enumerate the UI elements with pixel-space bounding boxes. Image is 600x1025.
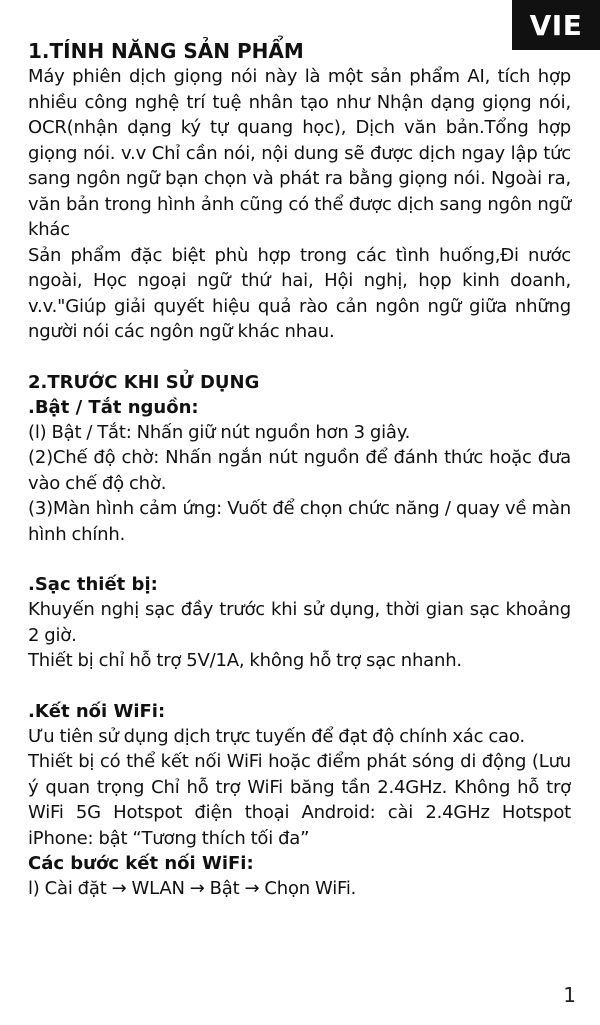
charge-subheading: .Sạc thiết bị: — [28, 574, 158, 595]
wifi-line-1: Ưu tiên sử dụng dịch trực tuyến để đạt độ chính xác cao. — [28, 725, 525, 747]
spacer — [28, 674, 571, 699]
spacer — [28, 345, 571, 370]
charge-line-1: Khuyến nghị sạc đầy trước khi sử dụng, thời gian sạc khoảng 2 giờ. — [28, 599, 571, 646]
wifi-subheading: .Kết nối WiFi: — [28, 700, 166, 722]
wifi-line-2: Thiết bị có thể kết nối WiFi hoặc điểm phát sóng di động (Lưu ý quan trọng Chỉ hỗ trợ WiFi băng tần 2.4GHz. Không hỗ trợ WiFi 5G Hotspot điện thoại Android: cài 2.4GHz Hotspot iPhone: bật “Tương thích tối đa” — [28, 751, 571, 849]
charge-line-2: Thiết bị chỉ hỗ trợ 5V/1A, không hỗ trợ sạc nhanh. — [28, 650, 462, 671]
wifi-steps-heading: Các bước kết nối WiFi: — [28, 853, 254, 874]
power-item-1: (l) Bật / Tắt: Nhấn giữ nút nguồn hơn 3 giây. — [28, 421, 411, 443]
section-1-paragraph-2: Sản phẩm đặc biệt phù hợp trong các tình huống,Đi nước ngoài, Học ngoại ngữ thứ hai, Hội nghị, họp kinh doanh, v.v."Giúp giải quyết hiệu quả rào cản ngôn ngữ giữa những người nói các ngôn ngữ khác nhau. — [28, 244, 571, 342]
wifi-step-1: l) Cài đặt → WLAN → Bật → Chọn WiFi. — [28, 878, 357, 899]
language-badge: VIE — [512, 0, 600, 50]
section-1-heading: 1.TÍNH NĂNG SẢN PHẨM — [28, 39, 304, 63]
section-2-heading: 2.TRƯỚC KHI SỬ DỤNG — [28, 371, 260, 393]
spacer — [28, 547, 571, 572]
manual-content — [28, 38, 571, 902]
power-item-2: (2)Chế độ chờ: Nhấn ngắn nút nguồn để đánh thức hoặc đưa vào chế độ chờ. — [28, 447, 571, 494]
page-number: 1 — [563, 983, 576, 1007]
power-item-3: (3)Màn hình cảm ứng: Vuốt để chọn chức năng / quay về màn hình chính. — [28, 498, 571, 545]
power-subheading: .Bật / Tắt nguồn: — [28, 396, 199, 418]
section-1-paragraph-1: Máy phiên dịch giọng nói này là một sản phẩm AI, tích hợp nhiều công nghệ trí tuệ nhân tạo như Nhận dạng giọng nói, OCR(nhận dạng ký tự quang học), Dịch văn bản.Tổng hợp giọng nói. v.v Chỉ cần nói, nội dung sẽ được dịch ngay lập tức sang ngôn ngữ bạn chọn và phát ra bằng giọng nói. Ngoài ra, văn bản trong hình ảnh cũng có thể được dịch sang ngôn ngữ khác — [28, 66, 571, 240]
